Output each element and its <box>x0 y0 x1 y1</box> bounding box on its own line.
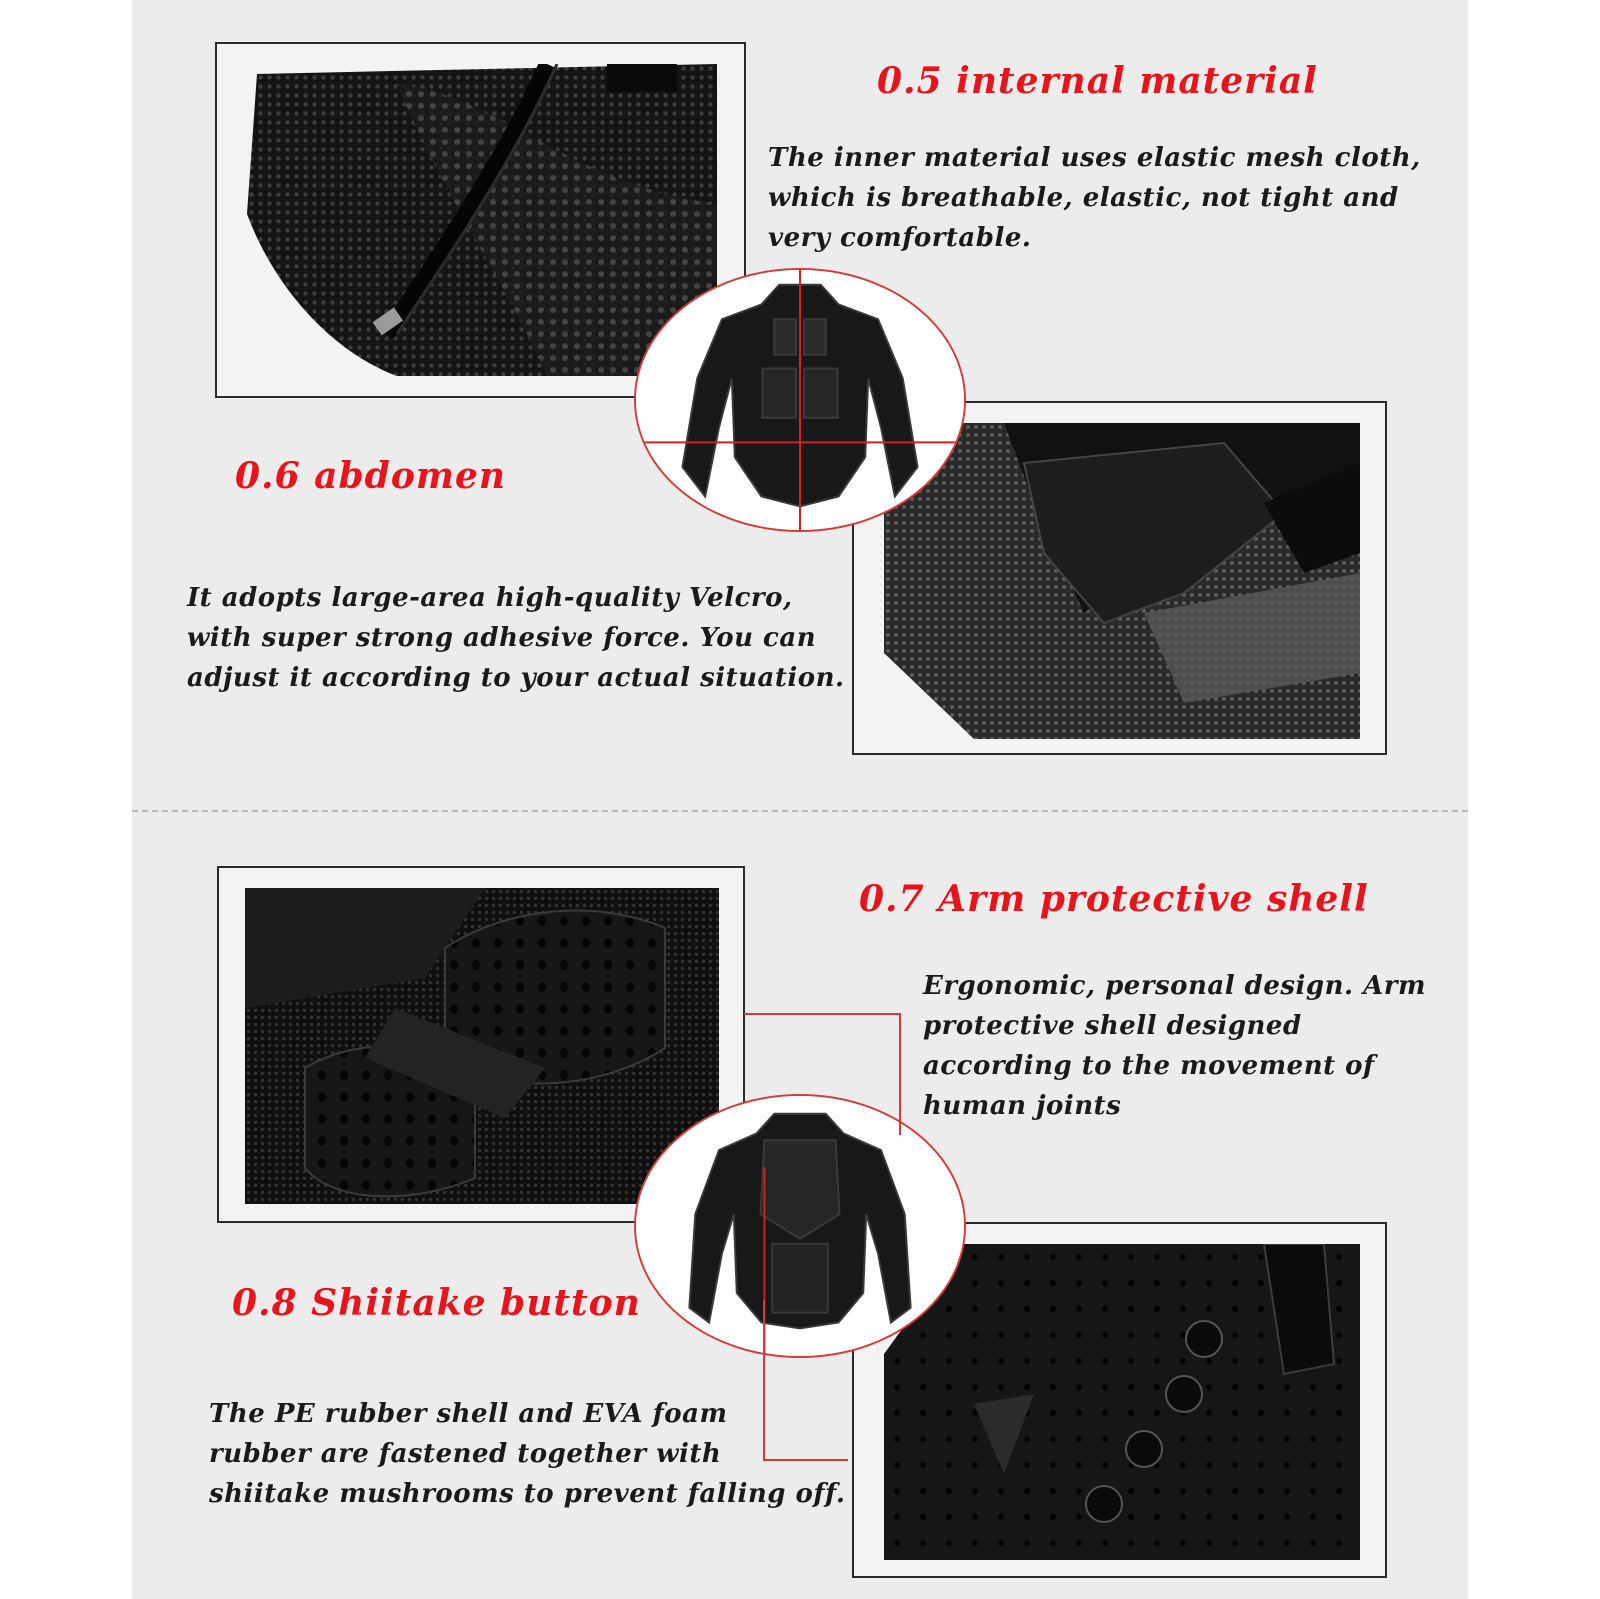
desc-line: It adopts large-area high-quality Velcro, <box>187 583 793 613</box>
section-divider <box>132 810 1468 812</box>
heading-abdomen: 0.6 abdomen <box>235 455 507 497</box>
jacket-back-photo <box>636 1096 964 1356</box>
desc-line: with super strong adhesive force. You can <box>187 623 817 653</box>
desc-internal-material <box>768 138 1421 258</box>
desc-line: The PE rubber shell and EVA foam <box>209 1399 728 1429</box>
desc-line: Ergonomic, personal design. Arm <box>923 971 1426 1001</box>
velcro-strap-photo <box>884 423 1360 739</box>
desc-shiitake-button <box>209 1394 845 1514</box>
jacket-back-circle <box>634 1094 966 1358</box>
desc-line: adjust it according to your actual situation. <box>187 663 845 693</box>
desc-line: shiitake mushrooms to prevent falling off. <box>209 1479 846 1509</box>
heading-internal-material: 0.5 internal material <box>877 60 1318 102</box>
desc-line: according to the movement of <box>923 1051 1375 1081</box>
shiitake-button-photo <box>884 1244 1360 1560</box>
desc-line: very comfortable. <box>768 223 1032 253</box>
arm-shell-photo <box>245 888 719 1204</box>
jacket-front-circle <box>634 268 966 532</box>
desc-line: The inner material uses elastic mesh cloth, <box>768 143 1421 173</box>
desc-line: protective shell designed <box>923 1011 1302 1041</box>
heading-arm-protective-shell: 0.7 Arm protective shell <box>859 878 1369 920</box>
desc-line: rubber are fastened together with <box>209 1439 722 1469</box>
desc-arm-protective-shell <box>923 966 1426 1126</box>
mesh-fabric-photo <box>247 64 717 376</box>
jacket-front-photo <box>636 270 964 530</box>
desc-line: human joints <box>923 1091 1122 1121</box>
desc-line: which is breathable, elastic, not tight and <box>768 183 1399 213</box>
desc-abdomen <box>187 578 845 698</box>
heading-shiitake-button: 0.8 Shiitake button <box>232 1282 641 1324</box>
